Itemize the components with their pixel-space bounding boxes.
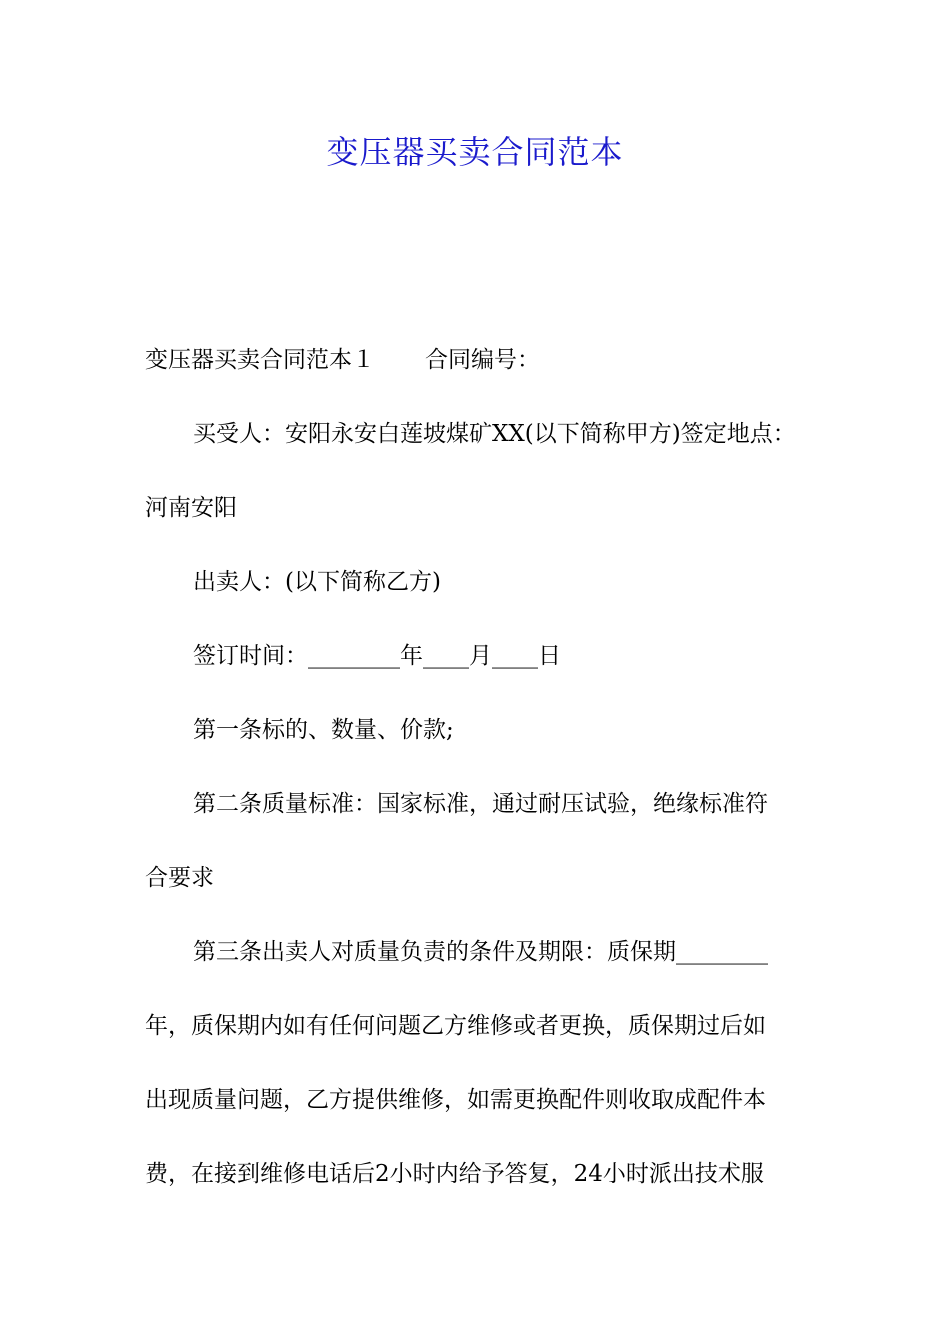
paragraph-line: 签订时间：________年____月____日: [193, 643, 561, 669]
contract-number-label: 合同编号：: [425, 347, 540, 373]
contract-name: 变压器买卖合同范本１: [145, 347, 375, 373]
paragraph-line: 出现质量问题，乙方提供维修，如需更换配件则收取成配件本: [145, 1087, 766, 1113]
contract-heading-line: [145, 323, 815, 397]
paragraph-line: 第三条出卖人对质量负责的条件及期限：质保期________: [193, 939, 768, 965]
paragraph-line: 第二条质量标准：国家标准，通过耐压试验，绝缘标准符: [193, 791, 768, 817]
paragraph-line: 第一条标的、数量、价款;: [193, 717, 454, 743]
paragraph-line: 买受人：安阳永安白莲坡煤矿XX(以下简称甲方)签定地点：: [193, 421, 796, 447]
paragraph-line: 合要求: [145, 865, 214, 891]
document-body: [145, 323, 815, 1211]
paragraph-line: 费，在接到维修电话后2小时内给予答复，24小时派出技术服: [145, 1161, 764, 1187]
paragraph-line: 年，质保期内如有任何问题乙方维修或者更换，质保期过后如: [145, 1013, 766, 1039]
document-title: 变压器买卖合同范本: [326, 133, 624, 171]
paragraph-line: 河南安阳: [145, 495, 237, 521]
paragraph-line: 出卖人：(以下简称乙方): [193, 569, 441, 595]
